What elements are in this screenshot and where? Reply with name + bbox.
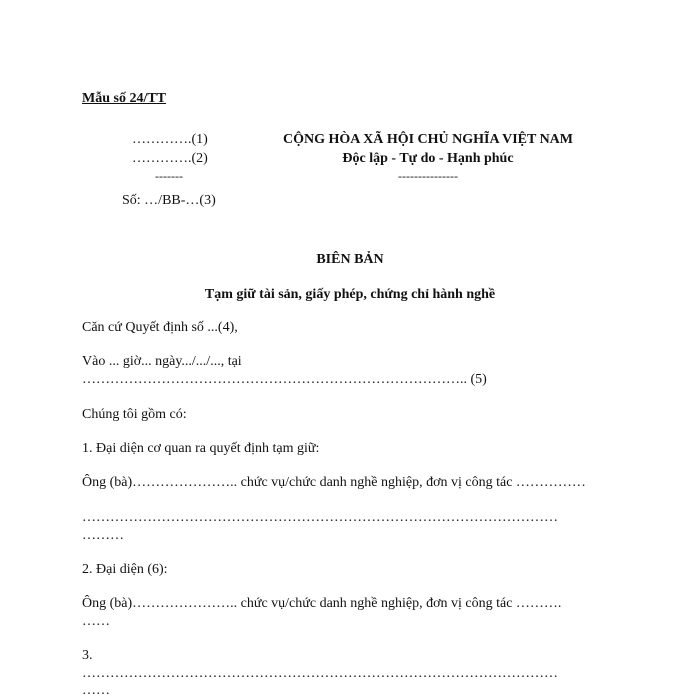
section2-person: Ông (bà)………………….. chức vụ/chức danh nghề nghiệp, đơn vị công tác ………. [82, 596, 562, 611]
section3-dots-tail: …… [82, 683, 110, 698]
left-separator: ------- [155, 169, 183, 183]
national-title: CỘNG HÒA XÃ HỘI CHỦ NGHĨA VIỆT NAM [282, 132, 573, 147]
agency-line-2: ………….(2) [132, 151, 208, 166]
section2-dots-tail: …… [82, 614, 110, 629]
basis-line: Căn cứ Quyết định số ...(4), [82, 320, 238, 335]
section1-dots-line: ………………………………………………………………………………………… [82, 510, 558, 525]
form-code: Mẫu số 24/TT [82, 91, 167, 106]
national-motto: Độc lập - Tự do - Hạnh phúc [342, 151, 514, 166]
right-separator: --------------- [398, 169, 458, 183]
document-subtitle: Tạm giữ tài sản, giấy phép, chứng chỉ hành nghề [204, 287, 496, 302]
location-dots: ……………………………………………………………………….. (5) [82, 372, 487, 387]
agency-line-1: ………….(1) [132, 132, 208, 147]
we-include: Chúng tôi gồm có: [82, 407, 187, 422]
document-title: BIÊN BẢN [316, 252, 384, 267]
section3-dots-line: ………………………………………………………………………………………… [82, 666, 558, 681]
section2-heading: 2. Đại diện (6): [82, 562, 168, 577]
section3-heading: 3. [82, 648, 93, 663]
section1-person: Ông (bà)………………….. chức vụ/chức danh nghề nghiệp, đơn vị công tác …………… [82, 475, 586, 490]
time-place-line: Vào ... giờ... ngày.../.../..., tại [82, 354, 242, 369]
section1-heading: 1. Đại diện cơ quan ra quyết định tạm giữ: [82, 441, 320, 456]
section1-dots-tail: ……… [82, 528, 124, 543]
document-number: Số: …/BB-…(3) [122, 193, 216, 208]
